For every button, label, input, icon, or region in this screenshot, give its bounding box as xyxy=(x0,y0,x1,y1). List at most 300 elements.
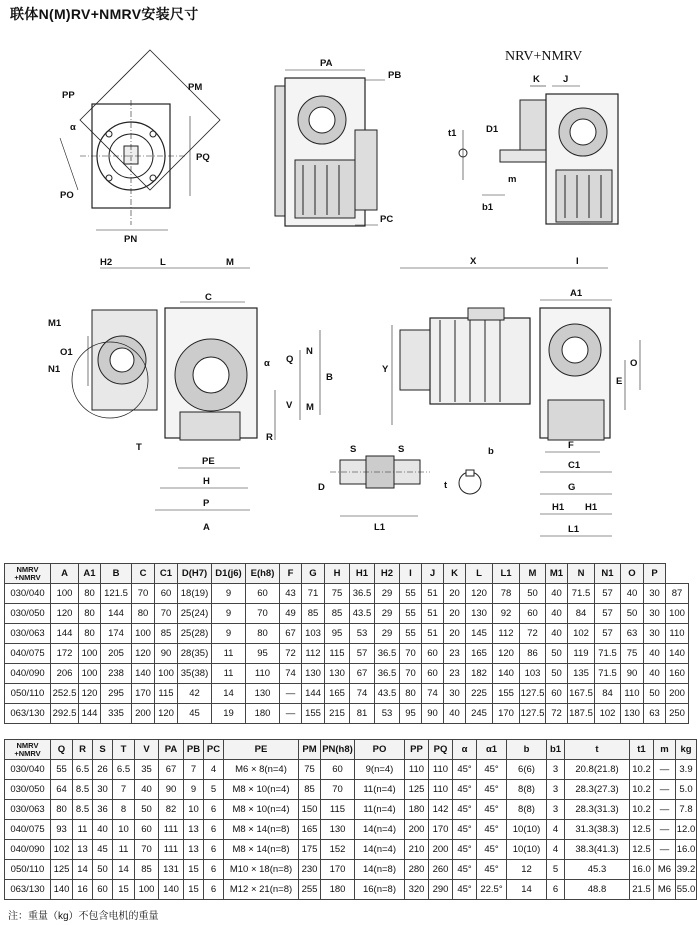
table-cell: 67 xyxy=(350,664,375,684)
table-cell: 14(n=8) xyxy=(355,860,405,880)
dim-label-x: X xyxy=(470,256,477,267)
table-cell: 110 xyxy=(666,624,689,644)
table-cell: 40 xyxy=(546,604,568,624)
column-header: S xyxy=(93,740,113,760)
table-cell: 36.5 xyxy=(350,584,375,604)
column-header: PO xyxy=(355,740,405,760)
table-cell: 205 xyxy=(101,644,132,664)
table-cell: 120 xyxy=(132,644,155,664)
table-cell: 90 xyxy=(155,644,178,664)
table-cell: 20 xyxy=(444,584,466,604)
table-cell: 57 xyxy=(595,624,621,644)
table-cell: 14(n=4) xyxy=(355,840,405,860)
table-cell: 50 xyxy=(546,664,568,684)
table-cell: 5.0 xyxy=(676,780,697,800)
table-cell: 110 xyxy=(621,684,644,704)
table-cell: 14 xyxy=(507,880,547,900)
dim-label-p: P xyxy=(203,498,210,509)
table-cell: 6 xyxy=(204,840,224,860)
table-cell: 14 xyxy=(212,684,246,704)
table-cell: 28.3(31.3) xyxy=(565,800,630,820)
column-header: D1(j6) xyxy=(212,564,246,584)
table-cell: 80 xyxy=(400,684,422,704)
table-cell: 82 xyxy=(159,800,184,820)
table-cell: 140 xyxy=(132,664,155,684)
column-header: B xyxy=(101,564,132,584)
table-cell: 40 xyxy=(621,584,644,604)
table-cell: 170 xyxy=(429,820,453,840)
table-cell: 70 xyxy=(246,604,280,624)
table-cell: M10 × 18(n=8) xyxy=(224,860,299,880)
table-cell: 130 xyxy=(246,684,280,704)
dim-label-l: L xyxy=(160,257,166,268)
model-cell: 030/050 xyxy=(5,604,51,624)
table-cell: 23 xyxy=(444,644,466,664)
table-cell: 67 xyxy=(280,624,302,644)
table-cell: 80 xyxy=(79,584,101,604)
table-cell: 71.5 xyxy=(568,584,595,604)
table-cell: 140 xyxy=(51,880,73,900)
table-row xyxy=(5,684,689,704)
table-cell: 51 xyxy=(422,624,444,644)
column-header: α1 xyxy=(477,740,507,760)
table-cell: 64 xyxy=(51,780,73,800)
table-cell: 74 xyxy=(350,684,375,704)
table-cell: 155 xyxy=(302,704,325,724)
table-cell: 80 xyxy=(51,800,73,820)
table-cell: 8 xyxy=(113,800,135,820)
table-cell: 130 xyxy=(621,704,644,724)
table-row xyxy=(5,860,697,880)
dim-label-alpha: α xyxy=(70,122,76,133)
column-header: C1 xyxy=(155,564,178,584)
weight-note: 注：重量（kg）不包含电机的重量 xyxy=(8,911,159,922)
table-cell: 93 xyxy=(51,820,73,840)
table-cell: 45° xyxy=(477,780,507,800)
table-cell: 170 xyxy=(321,860,355,880)
table-cell: 55.0 xyxy=(676,880,697,900)
column-header: A xyxy=(51,564,79,584)
table-cell: 245 xyxy=(466,704,493,724)
table-cell: 38.3(41.3) xyxy=(565,840,630,860)
table-cell: 10(10) xyxy=(507,820,547,840)
table-cell: 130 xyxy=(466,604,493,624)
column-header: T xyxy=(113,740,135,760)
dim-label-n1: N1 xyxy=(48,364,61,375)
table-cell: 85 xyxy=(325,604,350,624)
dim-label-m: m xyxy=(508,174,517,185)
table-cell: 125 xyxy=(405,780,429,800)
table-cell: 72 xyxy=(280,644,302,664)
table-cell: 252.5 xyxy=(51,684,79,704)
table-cell: 100 xyxy=(51,584,79,604)
table-cell: 111 xyxy=(159,840,184,860)
table-cell: 320 xyxy=(405,880,429,900)
dim-label-v: V xyxy=(286,400,293,411)
table-cell: 110 xyxy=(429,760,453,780)
table-cell: — xyxy=(654,820,676,840)
table-cell: 125 xyxy=(51,860,73,880)
table-cell: 26 xyxy=(93,760,113,780)
column-header: J xyxy=(422,564,444,584)
table-cell: 5 xyxy=(547,860,565,880)
table-cell: 51 xyxy=(422,584,444,604)
column-header: M1 xyxy=(546,564,568,584)
column-header: Q xyxy=(51,740,73,760)
dim-label-h: H xyxy=(203,476,210,487)
table-cell: 40 xyxy=(93,820,113,840)
dim-label-f: F xyxy=(568,440,574,451)
table-cell: 70 xyxy=(132,584,155,604)
table-header-row xyxy=(5,564,689,584)
table-row xyxy=(5,800,697,820)
table-cell: 9 xyxy=(212,584,246,604)
technical-drawings xyxy=(0,20,680,540)
column-header: I xyxy=(400,564,422,584)
table-cell: 86 xyxy=(520,644,546,664)
table-cell: 45° xyxy=(453,840,477,860)
table-cell: 180 xyxy=(321,880,355,900)
table-cell: 21.5 xyxy=(630,880,654,900)
table-row xyxy=(5,624,689,644)
table-cell: 112 xyxy=(493,624,520,644)
column-header: m xyxy=(654,740,676,760)
dim-label-alpha2: α xyxy=(264,358,270,369)
table-cell: 70 xyxy=(135,840,159,860)
table-cell: 55 xyxy=(51,760,73,780)
dim-label-t: T xyxy=(136,442,142,453)
table-cell: 115 xyxy=(321,800,355,820)
table-cell: 16.0 xyxy=(676,840,697,860)
table-cell: 48.8 xyxy=(565,880,630,900)
model-cell: 040/090 xyxy=(5,664,51,684)
table-cell: 102 xyxy=(568,624,595,644)
table-cell: 84 xyxy=(595,684,621,704)
table-cell: 100 xyxy=(132,624,155,644)
table-cell: 50 xyxy=(93,860,113,880)
dim-label-n: N xyxy=(306,346,313,357)
dim-label-q: Q xyxy=(286,354,294,365)
table-cell: 145 xyxy=(466,624,493,644)
column-header: N1 xyxy=(595,564,621,584)
table-row xyxy=(5,644,689,664)
table-cell: 10 xyxy=(113,820,135,840)
table-cell: 12 xyxy=(507,860,547,880)
table-cell: 13 xyxy=(184,840,204,860)
table-cell: 230 xyxy=(299,860,321,880)
table-cell: 36 xyxy=(93,800,113,820)
column-header: PA xyxy=(159,740,184,760)
table-cell: 103 xyxy=(520,664,546,684)
column-header-model: NMRV +NMRV xyxy=(5,740,51,760)
table-cell: 85 xyxy=(299,780,321,800)
table-cell: 3 xyxy=(547,800,565,820)
table-cell: 43.5 xyxy=(375,684,400,704)
table-cell: 74 xyxy=(280,664,302,684)
table-cell: 15 xyxy=(184,860,204,880)
table-cell: — xyxy=(654,840,676,860)
table-cell: 30 xyxy=(644,604,666,624)
table-cell: 20 xyxy=(444,624,466,644)
table-cell: 40 xyxy=(444,704,466,724)
table-cell: 140 xyxy=(493,664,520,684)
table-cell: 150 xyxy=(299,800,321,820)
column-header: C xyxy=(132,564,155,584)
assembly-front-view xyxy=(72,268,320,510)
table-cell: 35(38) xyxy=(178,664,212,684)
table-cell: 49 xyxy=(280,604,302,624)
dim-label-pm: PM xyxy=(188,82,203,93)
table-cell: 174 xyxy=(101,624,132,644)
table-cell: 120 xyxy=(466,584,493,604)
column-header: PN(h8) xyxy=(321,740,355,760)
table-cell: 90 xyxy=(159,780,184,800)
table-cell: M6 × 8(n=4) xyxy=(224,760,299,780)
table-row xyxy=(5,840,697,860)
table-cell: 30 xyxy=(93,780,113,800)
table-cell: 53 xyxy=(350,624,375,644)
table-cell: 55 xyxy=(400,604,422,624)
table-cell: 57 xyxy=(350,644,375,664)
dim-label-a1: A1 xyxy=(570,288,583,299)
table-cell: 15 xyxy=(113,880,135,900)
dim-label-b: B xyxy=(326,372,333,383)
table-cell: 9 xyxy=(212,624,246,644)
column-header: P xyxy=(644,564,666,584)
table-cell: 200 xyxy=(666,684,689,704)
table-cell: 110 xyxy=(246,664,280,684)
table-cell: 131 xyxy=(159,860,184,880)
table-cell: 45° xyxy=(453,880,477,900)
table-cell: 78 xyxy=(493,584,520,604)
dim-label-l1-shaft: L1 xyxy=(374,522,386,533)
table-cell: 140 xyxy=(159,880,184,900)
column-header: G xyxy=(302,564,325,584)
table-cell: 53 xyxy=(375,704,400,724)
table-cell: 3 xyxy=(547,780,565,800)
dim-label-c: C xyxy=(205,292,212,303)
table-cell: 4 xyxy=(204,760,224,780)
model-cell: 030/040 xyxy=(5,584,51,604)
table-cell: 75 xyxy=(325,584,350,604)
table-cell: 60 xyxy=(246,584,280,604)
dim-label-a: A xyxy=(203,522,210,533)
table-cell: 45° xyxy=(477,760,507,780)
table-cell: 80 xyxy=(246,624,280,644)
table-cell: 6 xyxy=(204,820,224,840)
table-cell: 84 xyxy=(568,604,595,624)
table-cell: M8 × 10(n=4) xyxy=(224,780,299,800)
column-header: L xyxy=(466,564,493,584)
table-cell: 80 xyxy=(132,604,155,624)
table-cell: 14(n=4) xyxy=(355,820,405,840)
table-cell: 39.2 xyxy=(676,860,697,880)
table-cell: 7 xyxy=(113,780,135,800)
table-cell: 50 xyxy=(644,684,666,704)
table-cell: M8 × 10(n=4) xyxy=(224,800,299,820)
table-row xyxy=(5,760,697,780)
table-cell: 20 xyxy=(444,604,466,624)
dim-label-d: D xyxy=(318,482,325,493)
table-cell: 60 xyxy=(135,820,159,840)
dim-label-o1: O1 xyxy=(60,347,73,358)
table-cell: 72 xyxy=(520,624,546,644)
model-cell: 030/050 xyxy=(5,780,51,800)
table-cell: 4 xyxy=(547,840,565,860)
table-cell: 10.2 xyxy=(630,780,654,800)
table-cell: 127.5 xyxy=(520,704,546,724)
table-cell: 45° xyxy=(453,860,477,880)
dimension-table-2 xyxy=(4,739,697,900)
table-cell: 130 xyxy=(325,664,350,684)
table-cell: 63 xyxy=(621,624,644,644)
table-cell: — xyxy=(654,800,676,820)
table-cell: 45° xyxy=(453,800,477,820)
table-cell: 152 xyxy=(321,840,355,860)
motor-assembly-view xyxy=(392,268,640,536)
table-cell: M12 × 21(n=8) xyxy=(224,880,299,900)
table-cell: 85 xyxy=(155,624,178,644)
flange-front-view xyxy=(60,50,220,230)
table-cell: — xyxy=(280,704,302,724)
table-header-row xyxy=(5,740,697,760)
table-cell: 25(24) xyxy=(178,604,212,624)
column-header: H1 xyxy=(350,564,375,584)
column-header: H2 xyxy=(375,564,400,584)
dim-label-k: K xyxy=(533,74,540,85)
table-cell: 100 xyxy=(79,644,101,664)
table-cell: 81 xyxy=(350,704,375,724)
table-cell: 10(10) xyxy=(507,840,547,860)
dim-label-pa: PA xyxy=(320,58,333,69)
table-cell: 74 xyxy=(422,684,444,704)
table-cell: 180 xyxy=(405,800,429,820)
table-cell: 172 xyxy=(51,644,79,664)
table-cell: 20.8(21.8) xyxy=(565,760,630,780)
model-cell: 030/040 xyxy=(5,760,51,780)
table-cell: 335 xyxy=(101,704,132,724)
column-header: R xyxy=(73,740,93,760)
dim-label-r: R xyxy=(266,432,273,443)
column-header: A1 xyxy=(79,564,101,584)
table-cell: 40 xyxy=(135,780,159,800)
table-cell: 25(28) xyxy=(178,624,212,644)
dim-label-l1-right: L1 xyxy=(568,524,580,535)
table-cell: 13 xyxy=(184,820,204,840)
table-cell: 255 xyxy=(299,880,321,900)
table-cell: 115 xyxy=(155,684,178,704)
table-cell: 260 xyxy=(429,860,453,880)
table-cell: 50 xyxy=(135,800,159,820)
dim-label-o: O xyxy=(630,358,638,369)
table-cell: 144 xyxy=(302,684,325,704)
table-cell: 35 xyxy=(135,760,159,780)
column-header: F xyxy=(280,564,302,584)
table-cell: 5 xyxy=(204,780,224,800)
table-cell: 144 xyxy=(79,704,101,724)
flange-side-view xyxy=(275,70,385,226)
table-cell: 103 xyxy=(302,624,325,644)
table-cell: 30 xyxy=(444,684,466,704)
table-cell: 45 xyxy=(178,704,212,724)
table-cell: 115 xyxy=(325,644,350,664)
model-cell: 063/130 xyxy=(5,704,51,724)
table-cell: 6 xyxy=(547,880,565,900)
column-header: L1 xyxy=(493,564,520,584)
column-header: α xyxy=(453,740,477,760)
dim-label-s1: S xyxy=(350,444,357,455)
table-cell: 16(n=8) xyxy=(355,880,405,900)
table-cell: 42 xyxy=(178,684,212,704)
table-cell: 67 xyxy=(159,760,184,780)
table-cell: 206 xyxy=(51,664,79,684)
table-cell: 28.3(27.3) xyxy=(565,780,630,800)
dimension-table-1 xyxy=(4,563,689,724)
table-cell: 72 xyxy=(546,704,568,724)
column-header: PM xyxy=(299,740,321,760)
table-cell: 6.5 xyxy=(113,760,135,780)
model-cell: 063/130 xyxy=(5,880,51,900)
page-title: 联体N(M)RV+NMRV安装尺寸 xyxy=(10,6,199,22)
table-cell: 10.2 xyxy=(630,760,654,780)
dim-label-pc: PC xyxy=(380,214,394,225)
table-cell: 60 xyxy=(422,644,444,664)
table-cell: M8 × 14(n=8) xyxy=(224,840,299,860)
table-cell: 30 xyxy=(644,624,666,644)
table-row xyxy=(5,584,689,604)
table-cell: 75 xyxy=(621,644,644,664)
table-row xyxy=(5,604,689,624)
table-cell: 155 xyxy=(493,684,520,704)
table-cell: 40 xyxy=(546,624,568,644)
table-cell: 8(8) xyxy=(507,780,547,800)
table-cell: 142 xyxy=(429,800,453,820)
table-cell: 43.5 xyxy=(350,604,375,624)
dim-label-d1: D1 xyxy=(486,124,499,135)
table-cell: 140 xyxy=(666,644,689,664)
table-cell: 70 xyxy=(155,604,178,624)
table-cell: 57 xyxy=(595,604,621,624)
table-cell: 29 xyxy=(375,584,400,604)
nrv-nmrv-label: NRV+NMRV xyxy=(505,49,583,64)
table-cell: 6 xyxy=(204,860,224,880)
table-cell: 70 xyxy=(400,644,422,664)
dim-label-t1: t1 xyxy=(448,128,457,139)
table-cell: 18(19) xyxy=(178,584,212,604)
table-cell: 7 xyxy=(184,760,204,780)
table-cell: 51 xyxy=(422,604,444,624)
table-cell: 60 xyxy=(520,604,546,624)
dim-label-po: PO xyxy=(60,190,74,201)
table-cell: 30 xyxy=(644,584,666,604)
table-cell: 250 xyxy=(666,704,689,724)
table-cell: 29 xyxy=(375,604,400,624)
table-cell: — xyxy=(654,760,676,780)
dim-label-j: J xyxy=(563,74,569,85)
table-cell: 45.3 xyxy=(565,860,630,880)
table-cell: 238 xyxy=(101,664,132,684)
table-cell: 100 xyxy=(155,664,178,684)
table-cell: 57 xyxy=(595,584,621,604)
table-cell: 144 xyxy=(101,604,132,624)
table-cell: 170 xyxy=(493,704,520,724)
table-cell: 60 xyxy=(321,760,355,780)
column-header: kg xyxy=(676,740,697,760)
column-header: D(H7) xyxy=(178,564,212,584)
table-cell: 70 xyxy=(321,780,355,800)
table-cell: 92 xyxy=(493,604,520,624)
model-cell: 040/075 xyxy=(5,644,51,664)
